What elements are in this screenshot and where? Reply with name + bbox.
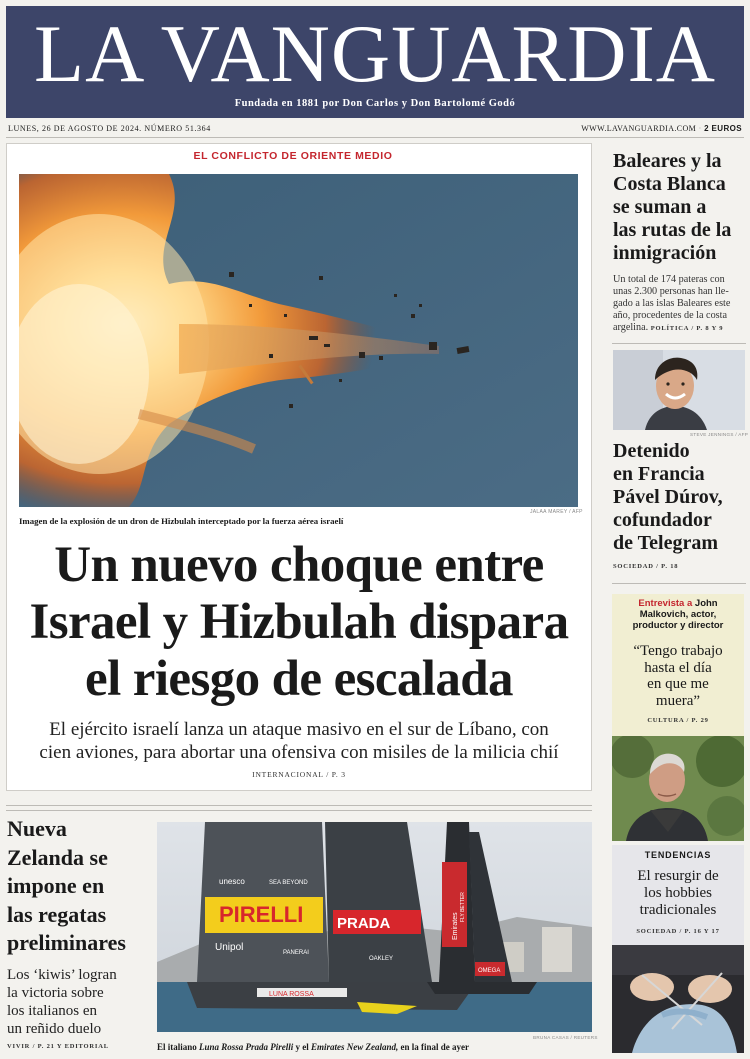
divider <box>6 805 592 806</box>
divider <box>6 810 592 811</box>
durov-photo-credit: STEVE JENNINGS / AFP <box>690 432 749 437</box>
newspaper-logo: LA VANGUARDIA <box>34 8 716 99</box>
headline-line: Baleares y la <box>613 150 722 172</box>
headline-line: El resurgir de <box>637 868 719 884</box>
sail-text-omega: OMEGA <box>478 968 501 974</box>
durov-photo[interactable] <box>613 350 745 430</box>
sailing-caption <box>157 1042 469 1052</box>
headline-line: tradicionales <box>639 902 717 918</box>
interview-quote <box>612 643 744 709</box>
masthead <box>6 6 744 118</box>
lead-headline-line: el riesgo de escalada <box>85 651 513 707</box>
caption-text: El italiano <box>157 1042 197 1052</box>
headline-line: Nueva <box>7 816 67 841</box>
sailing-body <box>7 966 153 1038</box>
quote-line: muera” <box>655 692 701 709</box>
body-line: gado a las islas Baleares este <box>613 298 731 309</box>
divider <box>612 343 746 344</box>
lead-page-ref[interactable]: INTERNACIONAL / P. 3 <box>252 770 346 779</box>
portrait-image <box>613 350 745 430</box>
divider <box>6 137 744 138</box>
malkovich-photo[interactable] <box>612 736 744 841</box>
body-line: Los ‘kiwis’ logran <box>7 967 117 983</box>
headline-line: Detenido <box>613 440 690 462</box>
body-line: la victoria sobre <box>7 985 104 1001</box>
headline-line: de Telegram <box>613 532 718 554</box>
body-line: argelina. <box>613 322 649 333</box>
lead-headline-line: Israel y Hizbulah dispara <box>29 594 569 650</box>
headline-line: Costa Blanca <box>613 173 726 195</box>
lead-kicker: EL CONFLICTO DE ORIENTE MEDIO <box>193 150 393 162</box>
body-line: Un total de 174 pateras con <box>613 274 725 285</box>
sail-text-unesco: unesco <box>219 877 245 886</box>
sail-text-unipol: Unipol <box>215 942 244 953</box>
caption-boat: Emirates New Zealand, <box>311 1042 399 1052</box>
sailing-photo-credit: BRUNA CASAS / REUTERS <box>533 1035 598 1040</box>
side1-page-ref[interactable]: POLÍTICA / P. 8 Y 9 <box>650 325 724 332</box>
regatta-image <box>157 822 592 1032</box>
headline-line: las rutas de la <box>613 219 732 241</box>
drone-explosion-image <box>19 174 578 507</box>
caption-text: y el <box>295 1042 309 1052</box>
headline-line: en Francia <box>613 463 705 485</box>
trends-page-ref[interactable]: SOCIEDAD / P. 16 Y 17 <box>636 928 720 935</box>
caption-boat: Luna Rossa Prada Pirelli <box>199 1042 294 1052</box>
sailing-headline[interactable] <box>7 815 153 958</box>
lead-photo-caption: Imagen de la explosión de un dron de Hizbulah interceptado por la fuerza aérea israelí <box>19 516 344 526</box>
sail-text-pirelli: PIRELLI <box>219 902 304 927</box>
interview-name: Malkovich, actor, <box>639 609 717 620</box>
side2-headline[interactable] <box>613 440 747 555</box>
lead-deck-line: cien aviones, para abortar una ofensiva con misiles de la milicia chií <box>39 742 559 763</box>
headline-line: cofundador <box>613 509 712 531</box>
headline-line: Pável Dúrov, <box>613 486 723 508</box>
body-line: un reñido duelo <box>7 1021 102 1037</box>
headline-line: inmigración <box>613 242 717 264</box>
quote-line: en que me <box>647 676 709 692</box>
lead-deck <box>14 718 584 764</box>
sail-text-flybetter: FLY BETTER <box>460 892 466 922</box>
sail-text-oakley: OAKLEY <box>369 956 394 962</box>
headline-line: preliminares <box>7 930 126 955</box>
headline-line: los hobbies <box>644 885 712 901</box>
body-line: los italianos en <box>7 1003 97 1019</box>
divider <box>612 583 746 584</box>
sail-text-emirates: Emirates <box>452 912 459 940</box>
hull-text-lunarossa: LUNA ROSSA <box>269 991 314 998</box>
dateline: LUNES, 26 DE AGOSTO DE 2024. NÚMERO 51.364 <box>8 124 211 133</box>
side1-body <box>613 274 747 335</box>
lead-deck-line: El ejército israelí lanza un ataque masivo en el sur de Líbano, con <box>49 719 549 740</box>
interview-name: John <box>694 598 718 609</box>
lead-headline-line: Un nuevo choque entre <box>54 537 544 593</box>
headline-line: se suman a <box>613 196 707 218</box>
knitting-image <box>612 945 744 1053</box>
portrait-image <box>612 736 744 841</box>
side1-headline[interactable] <box>613 150 747 265</box>
side2-page-ref[interactable]: SOCIEDAD / P. 18 <box>613 563 679 570</box>
trends-kicker: TENDENCIAS <box>644 850 712 860</box>
body-line: unas 2.300 personas han lle- <box>613 286 729 297</box>
quote-line: “Tengo trabajo <box>633 643 723 659</box>
lead-headline[interactable] <box>8 537 590 708</box>
interview-kicker <box>612 598 744 631</box>
headline-line: las regatas <box>7 901 107 927</box>
sailing-page-ref[interactable]: VIVIR / P. 21 Y EDITORIAL <box>7 1043 109 1050</box>
interview-label: Entrevista a <box>638 598 693 609</box>
website-price: WWW.LAVANGUARDIA.COM · 2 EUROS <box>581 124 742 133</box>
masthead-subtitle: Fundada en 1881 por Don Carlos y Don Bartolomé Godó <box>234 98 516 109</box>
sailing-photo[interactable] <box>157 822 592 1032</box>
sail-text-prada: PRADA <box>337 915 391 932</box>
body-line: año, procedentes de la costa <box>613 310 727 321</box>
sail-text-seabeyond: SEA BEYOND <box>269 880 308 886</box>
lead-photo-credit: JALAA MAREY / AFP <box>530 509 583 515</box>
trends-headline <box>612 868 744 919</box>
interview-name: productor y director <box>632 620 724 631</box>
sail-text-panerai: PANERAI <box>283 950 309 956</box>
quote-line: hasta el día <box>644 659 712 676</box>
price: 2 EUROS <box>704 124 742 133</box>
interview-page-ref[interactable]: CULTURA / P. 29 <box>647 717 709 724</box>
website-link[interactable]: WWW.LAVANGUARDIA.COM <box>581 124 697 133</box>
headline-line: Zelanda se <box>7 844 108 870</box>
lead-photo[interactable] <box>19 174 578 507</box>
headline-line: impone en <box>7 873 105 898</box>
knitting-photo[interactable] <box>612 945 744 1053</box>
caption-text: en la final de ayer <box>400 1042 470 1052</box>
